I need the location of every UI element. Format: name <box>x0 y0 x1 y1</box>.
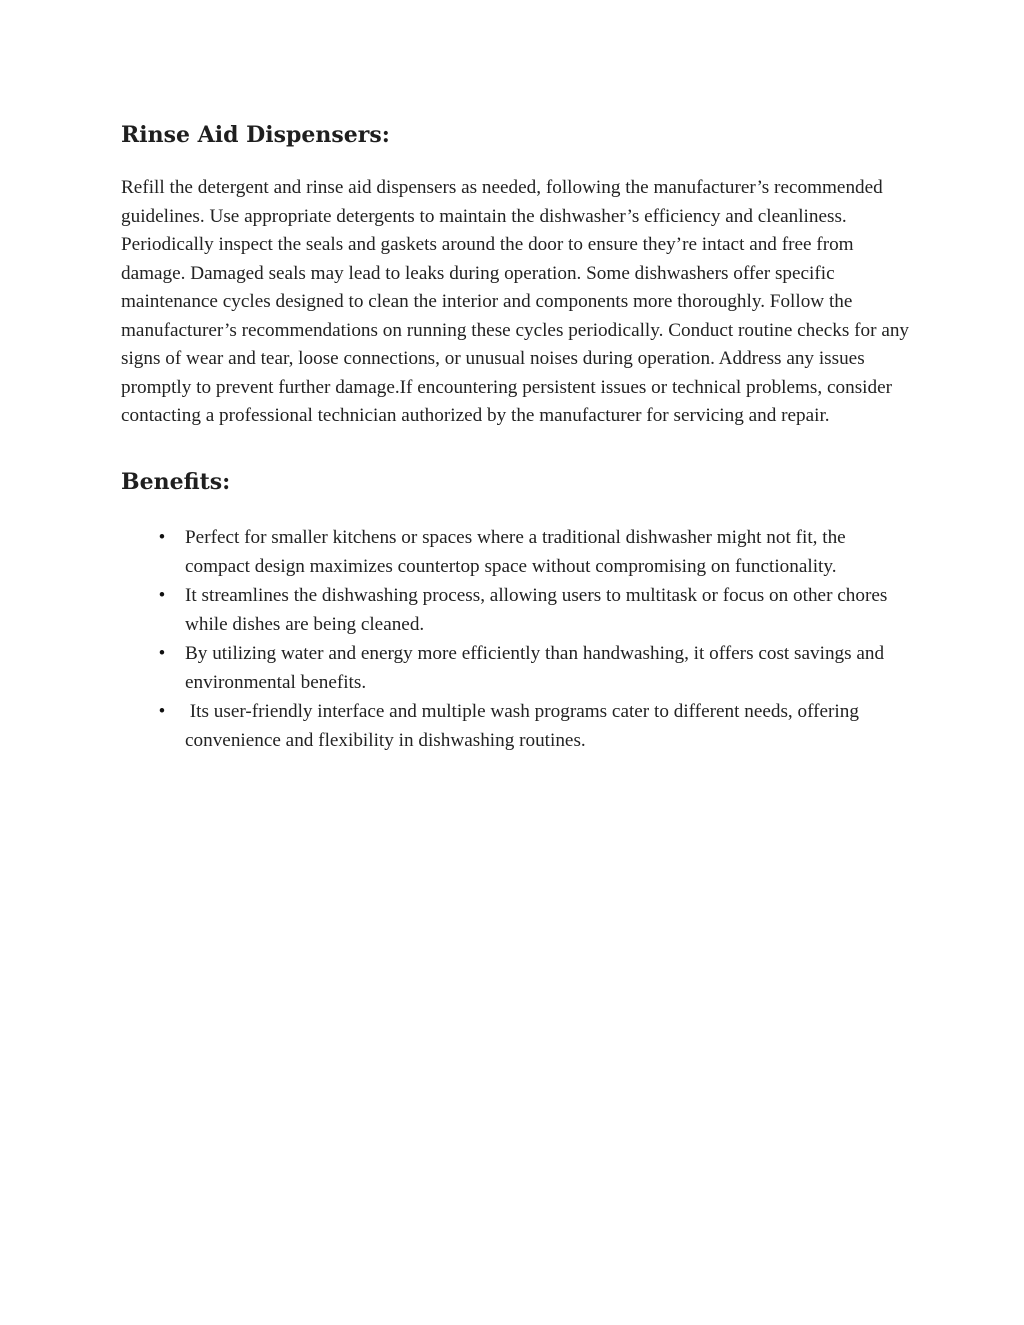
bullet-icon: • <box>158 700 166 722</box>
benefit-item-text: It streamlines the dishwashing process, allowing users to multitask or focus on other chores while dishes are being cleaned. <box>185 584 888 635</box>
bullet-icon: • <box>158 642 166 664</box>
rinse-aid-paragraph: Refill the detergent and rinse aid dispensers as needed, following the manufacturer’s recommended guidelines. Use appropriate detergents to maintain the dishwasher’s efficiency and cleanliness. Periodically inspect the seals and gaskets around the door to ensure they’re intact and free from damage. Damaged seals may lead to leaks during operation. Some dishwashers offer specific maintenance cycles designed to clean the interior and components more thoroughly. Follow the manufacturer’s recommendations on running these cycles periodically. Conduct routine checks for any signs of wear and tear, loose connections, or unusual noises during operation. Address any issues promptly to prevent further damage.If encountering persistent issues or technical problems, consider contacting a professional technician authorized by the manufacturer for servicing and repair. <box>121 177 910 426</box>
benefit-item-text: Perfect for smaller kitchens or spaces where a traditional dishwasher might not fit, the compact design maximizes countertop space without compromising on functionality. <box>185 526 846 577</box>
benefit-item <box>121 523 911 581</box>
benefit-item-text: Its user-friendly interface and multiple wash programs cater to different needs, offering convenience and flexibility in dishwashing routines. <box>185 700 864 751</box>
benefits-list <box>121 523 911 755</box>
benefits-heading: Benefits: <box>121 468 231 495</box>
document-content <box>121 118 911 755</box>
benefit-item <box>121 697 911 755</box>
benefit-item <box>121 639 911 697</box>
benefit-item-text: By utilizing water and energy more efficiently than handwashing, it offers cost savings and environmental benefits. <box>185 642 885 693</box>
bullet-icon: • <box>158 526 166 548</box>
bullet-icon: • <box>158 584 166 606</box>
benefit-item <box>121 581 911 639</box>
rinse-aid-heading: Rinse Aid Dispensers: <box>121 122 390 148</box>
